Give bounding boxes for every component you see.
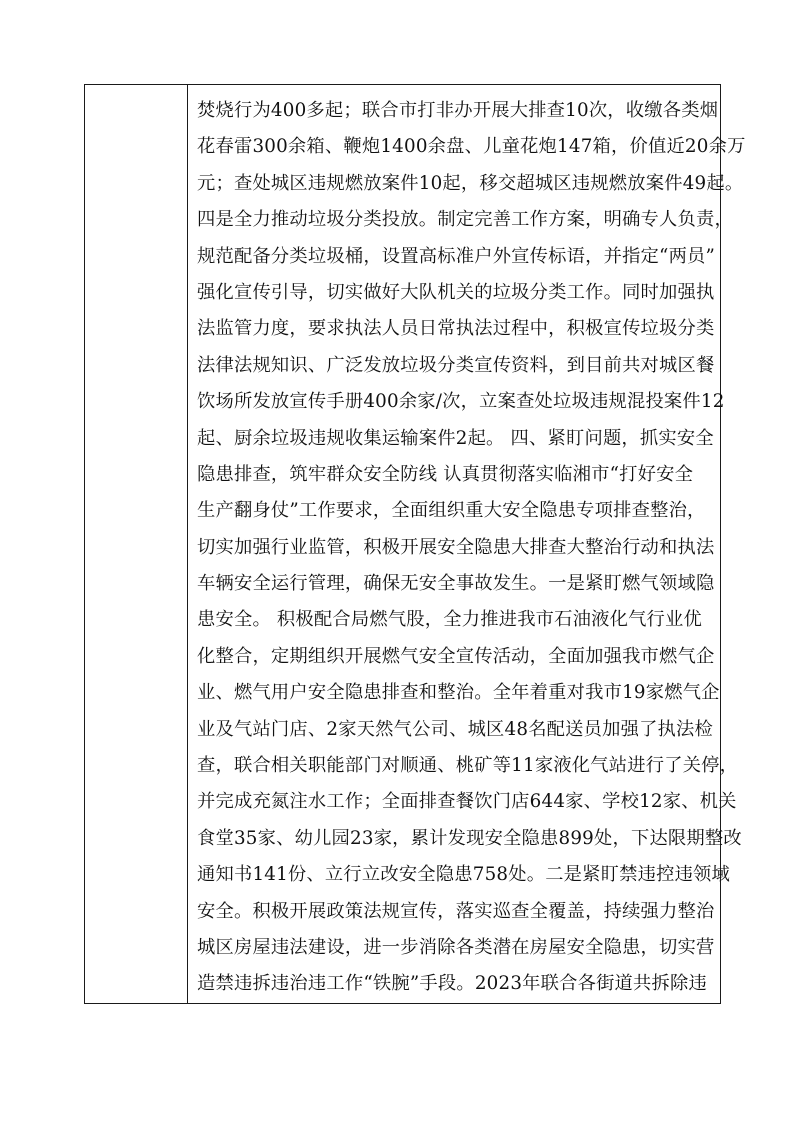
- table-content-cell: [188, 85, 746, 1003]
- text-line: 车辆安全运行管理，确保无安全事故发生。一是紧盯燃气领域隐: [197, 573, 715, 595]
- text-line: 化整合，定期组织开展燃气安全宣传活动，全面加强我市燃气企: [197, 645, 715, 667]
- text-line: 业、燃气用户安全隐患排查和整治。全年着重对我市19家燃气企: [197, 682, 720, 704]
- table-left-column: [85, 85, 188, 1003]
- text-line: 食堂35家、幼儿园23家，累计发现安全隐患899处，下达限期整改: [197, 827, 742, 849]
- text-line: 通知书141份、立行立改安全隐患758处。二是紧盯禁违控违领域: [197, 864, 731, 886]
- text-line: 花春雷300余箱、鞭炮1400余盘、儿童花炮147箱，价值近20余万: [197, 136, 746, 158]
- text-line: 法律法规知识、广泛发放垃圾分类宣传资料，到目前共对城区餐: [197, 354, 715, 376]
- text-line: 规范配备分类垃圾桶，设置高标准户外宣传标语，并指定“两员”: [197, 245, 716, 267]
- text-line: 法监管力度，要求执法人员日常执法过程中，积极宣传垃圾分类: [197, 318, 715, 340]
- text-line: 业及气站门店、2家天然气公司、城区48名配送员加强了执法检: [197, 718, 714, 740]
- text-line: 隐患排查，筑牢群众安全防线 认真贯彻落实临湘市“打好安全: [197, 463, 694, 485]
- text-line: 饮场所发放宣传手册400余家/次，立案查处垃圾违规混投案件12: [197, 391, 725, 413]
- text-line: 造禁违拆违治违工作“铁腕”手段。2023年联合各街道共拆除违: [197, 973, 707, 995]
- text-line: 查，联合相关职能部门对顺通、桃矿等11家液化气站进行了关停，: [197, 755, 739, 777]
- text-line: 切实加强行业监管，积极开展安全隐患大排查大整治行动和执法: [197, 536, 715, 558]
- report-table: [84, 84, 746, 1004]
- text-line: 城区房屋违法建设，进一步消除各类潜在房屋安全隐患，切实营: [197, 936, 715, 958]
- text-line: 生产翻身仗”工作要求，全面组织重大安全隐患专项排查整治，: [197, 500, 706, 522]
- text-line: 强化宣传引导，切实做好大队机关的垃圾分类工作。同时加强执: [197, 281, 715, 303]
- text-line: 患安全。 积极配合局燃气股，全力推进我市石油液化气行业优: [197, 609, 703, 631]
- text-line: 并完成充氮注水工作；全面排查餐饮门店644家、学校12家、机关: [197, 791, 737, 813]
- text-line: 安全。积极开展政策法规宣传，落实巡查全覆盖，持续强力整治: [197, 900, 715, 922]
- text-line: 四是全力推动垃圾分类投放。制定完善工作方案，明确专人负责，: [197, 209, 733, 231]
- text-line: 焚烧行为400多起；联合市打非办开展大排查10次，收缴各类烟: [197, 100, 719, 121]
- text-line: 起、厨余垃圾违规收集运输案件2起。 四、紧盯问题，抓实安全: [197, 427, 714, 449]
- text-line: 元；查处城区违规燃放案件10起，移交超城区违规燃放案件49起。: [197, 172, 744, 194]
